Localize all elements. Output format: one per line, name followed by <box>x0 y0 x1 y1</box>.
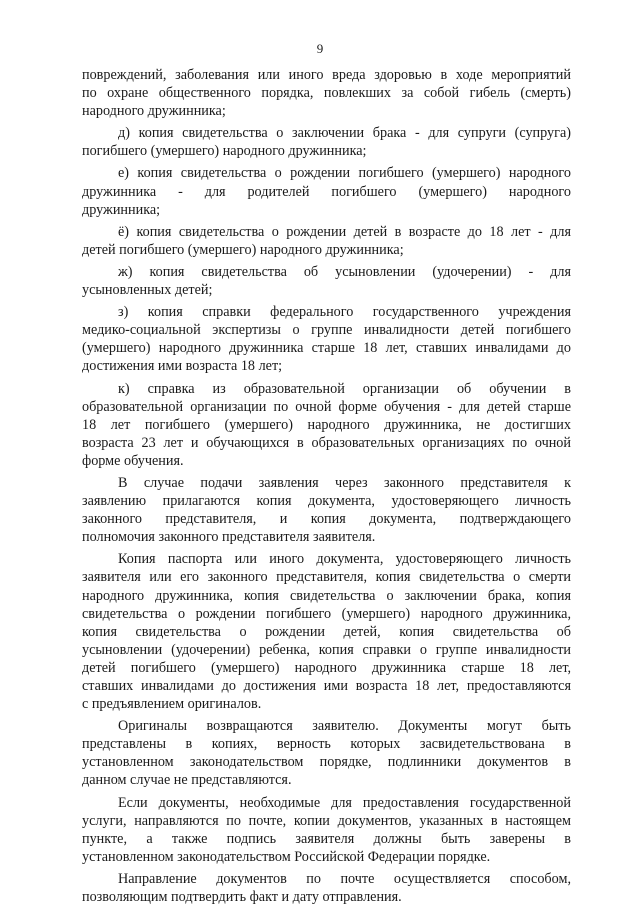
paragraph-line: е) копия свидетельства о рождении погибшего (умершего) народного <box>118 165 571 182</box>
paragraph-line: установленном законодательством Российской Федерации порядке. <box>82 848 491 865</box>
paragraph-line: Оригиналы возвращаются заявителю. Документы могут быть <box>118 718 571 735</box>
paragraph-line: усыновленных детей; <box>82 282 213 299</box>
paragraph-line: народного дружинника, копия свидетельства о заключении брака, копия <box>82 587 571 604</box>
paragraph-line: представлены в копиях, верность которых засвидетельствована в <box>82 736 571 753</box>
paragraph-line: Направление документов по почте осуществляется способом, <box>118 870 571 887</box>
paragraph-line: дружинника; <box>82 201 161 218</box>
paragraph-line: свидетельства о рождении погибшего (умершего) народного дружинника, <box>82 605 571 622</box>
paragraph-line: заявлению прилагаются копия документа, удостоверяющего личность <box>82 493 571 510</box>
paragraph-line: Если документы, необходимые для предоставления государственной <box>118 794 571 811</box>
paragraph-line: образовательной организации по очной форме обучения - для детей старше <box>82 398 571 415</box>
paragraph-line: по охране общественного порядка, повлекших за собой гибель (смерть) <box>82 85 571 102</box>
paragraph <box>82 474 571 546</box>
paragraph-line: медико-социальной экспертизы о группе инвалидности детей погибшего <box>82 322 571 339</box>
paragraph-line: установленном законодательством порядке, подлинники документов в <box>82 754 571 771</box>
paragraph <box>82 794 571 866</box>
paragraph-line: повреждений, заболевания или иного вреда здоровью в ходе мероприятий <box>82 67 571 83</box>
paragraph-line: усыновлении (удочерении) ребенка, копия справки о группе инвалидности <box>82 641 571 658</box>
paragraph-line: В случае подачи заявления через законного представителя к <box>118 474 571 491</box>
paragraph-line: к) справка из образовательной организации об обучении в <box>118 380 571 397</box>
paragraph-line: заявителя или его законного представителя, копия свидетельства о смерти <box>82 569 571 586</box>
document-body <box>82 66 571 910</box>
paragraph <box>82 223 571 259</box>
paragraph-line: ж) копия свидетельства об усыновлении (удочерении) - для <box>118 263 571 280</box>
paragraph <box>82 66 571 120</box>
paragraph-line: 18 лет погибшего (умершего) народного дружинника, не достигших <box>82 416 571 433</box>
paragraph-line: услуги, направляются по почте, копии документов, указанных в настоящем <box>82 812 571 829</box>
paragraph-line: форме обучения. <box>82 452 184 469</box>
paragraph <box>82 303 571 375</box>
paragraph <box>82 870 571 906</box>
paragraph-line: полномочия законного представителя заявителя. <box>82 529 376 546</box>
paragraph <box>82 124 571 160</box>
paragraph <box>82 550 571 713</box>
paragraph-line: погибшего (умершего) народного дружинника; <box>82 143 367 160</box>
paragraph-line: возраста 23 лет и обучающихся в образовательных организациях по очной <box>82 434 571 451</box>
page-number: 9 <box>316 41 324 56</box>
paragraph-line: ставших инвалидами до достижения ими возраста 18 лет, предоставляются <box>82 678 571 694</box>
paragraph-line: дружинника - для родителей погибшего (умершего) народного <box>82 183 571 200</box>
paragraph <box>82 263 571 299</box>
paragraph <box>82 717 571 789</box>
paragraph-line: законного представителя, и копия документа, подтверждающего <box>82 511 571 528</box>
paragraph <box>82 164 571 218</box>
paragraph-line: копия свидетельства о рождении детей, копия свидетельства об <box>82 623 571 640</box>
paragraph-line: народного дружинника; <box>82 103 226 120</box>
paragraph-line: ё) копия свидетельства о рождении детей в возрасте до 18 лет - для <box>118 223 571 240</box>
paragraph-line: достижения ими возраста 18 лет; <box>82 358 283 375</box>
paragraph-line: с предъявлением оригиналов. <box>82 696 262 713</box>
paragraph-line: д) копия свидетельства о заключении брака - для супруги (супруга) <box>118 125 571 142</box>
paragraph-line: пункте, а также подпись заявителя должны быть заверены в <box>82 830 571 847</box>
paragraph <box>82 380 571 470</box>
paragraph-line: детей погибшего (умершего) народного дружинника; <box>82 241 404 258</box>
paragraph-line: Копия паспорта или иного документа, удостоверяющего личность <box>118 551 571 568</box>
paragraph-line: детей погибшего (умершего) народного дружинника старше 18 лет, <box>82 659 571 676</box>
paragraph-line: данном случае не представляются. <box>82 772 292 789</box>
paragraph-line: позволяющим подтвердить факт и дату отправления. <box>82 889 402 906</box>
paragraph-line: (умершего) народного дружинника старше 18 лет, ставших инвалидами до <box>82 340 571 357</box>
paragraph-line: з) копия справки федерального государственного учреждения <box>118 304 571 321</box>
